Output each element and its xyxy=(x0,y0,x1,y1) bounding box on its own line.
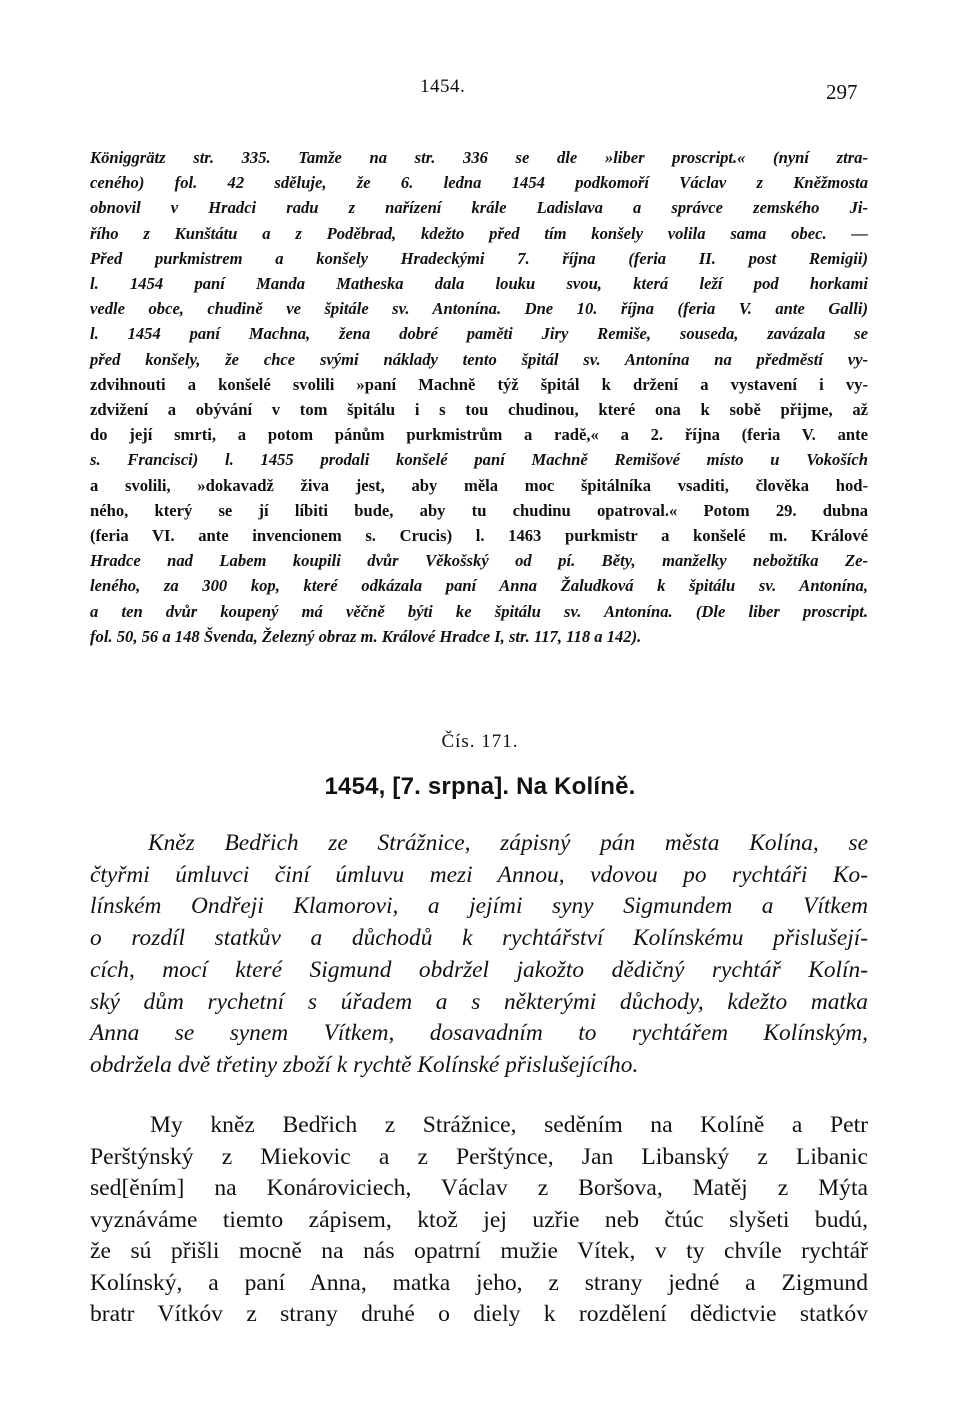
regest-summary xyxy=(90,828,868,1082)
body-line: že sú přišli mocně na nás opatrní mužie Vítek, v ty chvíle rychtář xyxy=(90,1238,868,1264)
document-number: Čís. 171. xyxy=(441,731,519,752)
note-line-text: obnovil v Hradci radu z nařízení krále Ladislava a správce zemského Ji- xyxy=(90,198,868,218)
note-line xyxy=(90,296,868,321)
note-line-text: před konšely, že chce svými náklady tento špitál sv. Antonína na předměstí vy- xyxy=(90,349,868,369)
body-line: Perštýnský z Miekovic a z Perštýnce, Jan Libanský z Libanic xyxy=(90,1143,868,1170)
note-line xyxy=(90,246,868,271)
body-line: My kněz Bedřich z Strážnice, seděním na Kolíně a Petr xyxy=(150,1112,868,1138)
note-line-text: Hradce nad Labem koupili dvůr Věkošský od pí. Běty, manželky nebožtíka Ze- xyxy=(90,551,868,571)
note-line xyxy=(90,624,868,649)
regest-line: čtyřmi úmluvci činí úmluvu mezi Annou, vdovou po rychtáři Ko- xyxy=(90,861,868,888)
regest-line: línském Ondřeji Klamorovi, a jejími syny Sigmundem a Vítkem xyxy=(90,893,868,920)
note-line-text: l. 1454 paní Manda Matheska dala louku svou, která leží pod horkami xyxy=(90,274,868,294)
note-line-text: ného, který se jí líbiti bude, aby tu chudinu opatroval.« Potom 29. dubna xyxy=(90,500,868,520)
note-line-text: ceného) fol. 42 sděluje, že 6. ledna 1454 podkomoří Václav z Kněžmosta xyxy=(90,173,868,193)
note-line-text: a svolili, »dokavadž živa jest, aby měla moc špitálníka vsaditi, člověka hod- xyxy=(90,475,868,495)
note-line xyxy=(90,498,868,523)
note-line-text: řího z Kunštátu a z Poděbrad, kdežto před tím konšely volila sama obec. — xyxy=(90,223,868,243)
note-line xyxy=(90,422,868,447)
footnote-block xyxy=(90,145,868,649)
note-line-text: fol. 50, 56 a 148 Švenda, Železný obraz m. Králové Hradce I, str. 117, 118 a 142). xyxy=(90,626,642,646)
note-line-text: zdvihnouti a konšelé svolili »paní Machně týž špitál k držení a vystavení i vy- xyxy=(90,374,868,394)
note-line xyxy=(90,573,868,598)
regest-line: o rozdíl statkův a důchodů k rychtářství Kolínskému přislušejí- xyxy=(90,925,868,952)
note-line xyxy=(90,347,868,372)
note-line-text: Königgrätz str. 335. Tamže na str. 336 se dle »liber proscript.« (nyní ztra- xyxy=(90,148,868,167)
page-number: 297 xyxy=(826,80,858,104)
note-line xyxy=(90,523,868,548)
note-line xyxy=(90,599,868,624)
note-line-text: s. Francisci) l. 1455 prodali konšelé paní Machně Remišové místo u Vokoších xyxy=(90,450,868,470)
note-line-text: do její smrti, a potom pánům purkmistrům a radě,« a 2. října (feria V. ante xyxy=(90,425,868,445)
note-line xyxy=(90,548,868,573)
note-line xyxy=(90,170,868,195)
body-line: bratr Vítkóv z strany druhé o diely k rozdělení dědictvie statkóv xyxy=(90,1301,868,1327)
note-line xyxy=(90,195,868,220)
regest-line: ský dům rychetní s úřadem a s některými důchody, kdežto matka xyxy=(90,988,868,1015)
note-line-text: l. 1454 paní Machna, žena dobré paměti Jiry Remiše, souseda, zavázala se xyxy=(90,324,868,344)
document-heading: 1454, [7. srpna]. Na Kolíně. xyxy=(324,773,636,800)
note-line-text: (feria VI. ante invencionem s. Crucis) l. 1463 purkmistr a konšelé m. Králové xyxy=(90,526,868,546)
note-line xyxy=(90,221,868,246)
note-line xyxy=(90,321,868,346)
regest-line: Kněz Bedřich ze Strážnice, zápisný pán města Kolína, se xyxy=(148,830,868,856)
note-line xyxy=(90,372,868,397)
note-line xyxy=(90,271,868,296)
regest-line: Anna se synem Vítkem, dosavadním to rychtářem Kolínským, xyxy=(90,1020,868,1047)
note-line xyxy=(90,397,868,422)
regest-line: cích, mocí které Sigmund obdržel jakožto dědičný rychtář Kolín- xyxy=(90,956,868,983)
note-line-text: Před purkmistrem a konšely Hradeckými 7. října (feria II. post Remigii) xyxy=(90,248,868,268)
note-line xyxy=(90,145,868,170)
note-line-text: vedle obce, chudině ve špitále sv. Antonína. Dne 10. října (feria V. ante Galli) xyxy=(90,299,868,319)
page-header xyxy=(0,76,960,106)
body-line: vyznáváme tiemto zápisem, ktož jej uzřie neb čtúc slyšeti budú, xyxy=(90,1206,868,1233)
note-line-text: leného, za 300 kop, které odkázala paní Anna Žaludková k špitálu sv. Antonína, xyxy=(90,576,868,596)
note-line-text: zdvižení a obývání v tom špitálu i s tou chudinou, které ona k sobě přijme, až xyxy=(90,400,868,420)
note-line xyxy=(90,473,868,498)
body-line: Kolínský, a paní Anna, matka jeho, z strany jedné a Zigmund xyxy=(90,1269,868,1296)
document-body xyxy=(90,1110,868,1331)
note-line xyxy=(90,447,868,472)
running-head-year: 1454. xyxy=(420,76,466,97)
regest-line: obdržela dvě třetiny zboží k rychtě Kolínské přislušejícího. xyxy=(90,1051,639,1078)
body-line: sed[ěním] na Konároviciech, Václav z Boršova, Matěj z Mýta xyxy=(90,1175,868,1201)
note-line-text: a ten dvůr koupený má věčně býti ke špitálu sv. Antonína. (Dle liber proscript. xyxy=(90,601,868,621)
